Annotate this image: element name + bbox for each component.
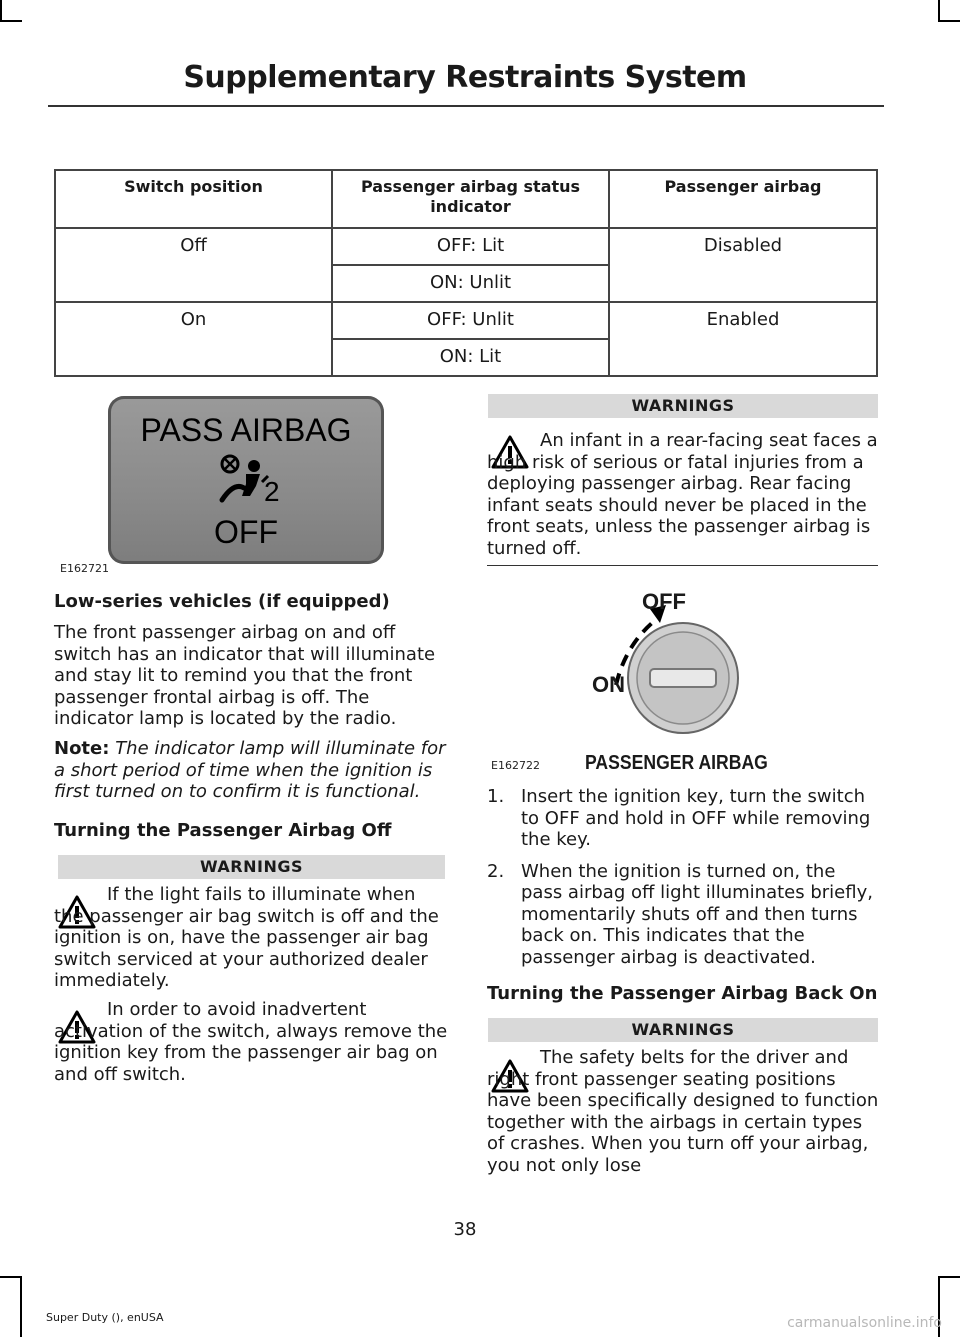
title-divider: [48, 105, 884, 107]
paragraph: The front passenger airbag on and off switch has an indicator that will illuminate and stay lit to remind you that the front passenger frontal airbag is off. The indicator lamp is located by the radio.: [54, 622, 436, 729]
indicator-line1: PASS AIRBAG: [140, 412, 352, 448]
step-number: 1.: [487, 786, 505, 807]
warnings-header: WARNINGS: [488, 394, 878, 418]
watermark: carmanualsonline.info: [787, 1315, 942, 1331]
table-header-cell: Passenger airbag: [609, 170, 877, 228]
crop-mark: [20, 1276, 22, 1337]
table-cell-airbag: Disabled: [609, 228, 877, 302]
switch-caption: PASSENGER AIRBAG: [585, 752, 768, 774]
table-header-cell: Switch position: [55, 170, 332, 228]
warning-end-rule: [487, 565, 878, 566]
crop-mark: [0, 0, 2, 22]
table-cell-switch: On: [55, 302, 332, 376]
table-header-cell: Passenger airbag status indicator: [332, 170, 609, 228]
warning-text: An infant in a rear-facing seat faces a high risk of serious or fatal injuries from a deploying passenger airbag. Rear facing infant seats should never be placed in the front seats, unless the passenger airbag is turned off.: [487, 430, 878, 559]
indicator-line2: OFF: [214, 514, 278, 550]
note: [54, 738, 448, 803]
table-cell-switch: Off: [55, 228, 332, 302]
switch-off-label: OFF: [642, 589, 686, 614]
table-header-row: [55, 170, 877, 228]
procedure-steps: [487, 786, 879, 978]
crop-mark: [938, 1276, 960, 1278]
crop-mark: [938, 0, 940, 22]
table-cell-airbag: Enabled: [609, 302, 877, 376]
page-number: 38: [453, 1219, 477, 1240]
footer-text: Super Duty (), enUSA: [46, 1311, 164, 1324]
figure-code: E162722: [491, 759, 540, 772]
note-text: The indicator lamp will illuminate for a short period of time when the ignition is first turned on to confirm it is functional.: [54, 738, 446, 802]
crop-mark: [938, 20, 960, 22]
indicator-number: 2: [264, 476, 280, 507]
subheading: Turning the Passenger Airbag Off: [54, 820, 392, 841]
airbag-status-table: [54, 169, 878, 377]
warning-text: In order to avoid inadvertent activation of the switch, always remove the ignition key from the passenger air bag on and off switch.: [54, 999, 448, 1085]
table-cell-indicator: OFF: Unlit: [332, 302, 609, 339]
note-label: Note:: [54, 738, 110, 759]
crop-mark: [0, 20, 22, 22]
pass-airbag-indicator-figure: [108, 396, 384, 564]
crop-mark: [0, 1276, 22, 1278]
table-cell-indicator: ON: Lit: [332, 339, 609, 376]
warning-text: If the light fails to illuminate when the passenger air bag switch is off and the ignition is on, have the passenger air bag switch serviced at your authorized dealer immediately.: [54, 884, 439, 991]
subheading: Turning the Passenger Airbag Back On: [487, 983, 878, 1004]
warnings-header: WARNINGS: [488, 1018, 878, 1042]
step-text: When the ignition is turned on, the pass airbag off light illuminates briefly, momentarily shuts off and then turns back on. This indicates that the passenger airbag is deactivated.: [521, 860, 873, 968]
list-item: [487, 861, 879, 969]
table-cell-indicator: OFF: Lit: [332, 228, 609, 265]
switch-on-label: ON: [592, 672, 625, 697]
step-text: Insert the ignition key, turn the switch to OFF and hold in OFF while removing the key.: [521, 786, 871, 850]
table-cell-indicator: ON: Unlit: [332, 265, 609, 302]
warning-text: The safety belts for the driver and right front passenger seating positions have been specifically designed to function together with the airbags in certain types of crashes. When you turn off your airbag, you not only lose: [487, 1047, 879, 1176]
table-row: [55, 302, 877, 339]
list-item: [487, 786, 879, 851]
page-title: Supplementary Restraints System: [183, 60, 747, 95]
table-row: [55, 228, 877, 265]
warnings-header: WARNINGS: [58, 855, 445, 879]
step-number: 2.: [487, 860, 505, 882]
figure-code: E162721: [60, 562, 109, 575]
section-heading: Low-series vehicles (if equipped): [54, 591, 390, 612]
